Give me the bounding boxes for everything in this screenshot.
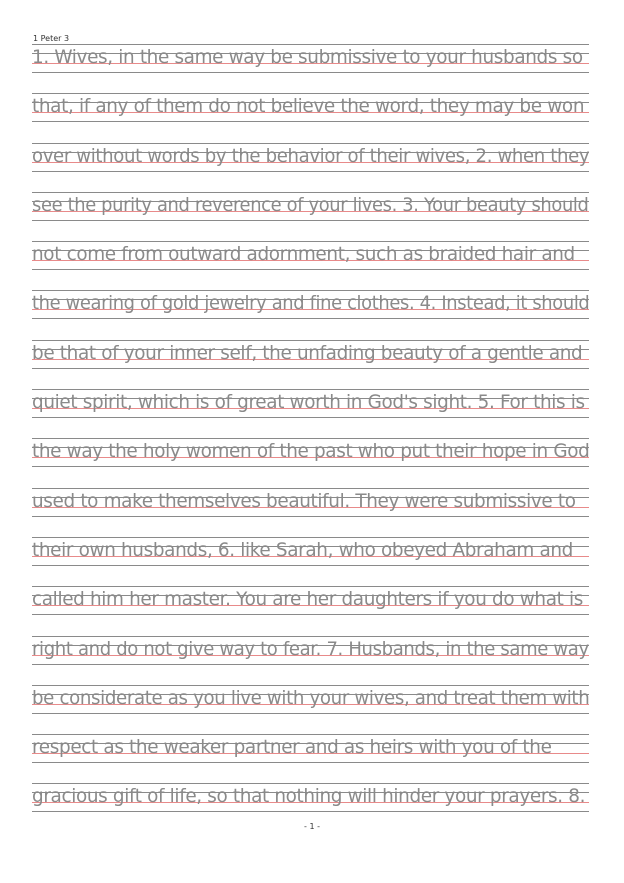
practice-line [32,192,589,241]
practice-line [32,636,589,685]
practice-line [32,438,589,487]
trace-text: right and do not give way to fear. 7. Husbands, in the same way [32,638,589,660]
descender-guide [32,565,589,566]
descender-guide [32,713,589,714]
descender-guide [32,417,589,418]
page-number: - 1 - [304,822,320,831]
trace-text: not come from outward adornment, such as braided hair and [32,244,575,266]
descender-guide [32,466,589,467]
trace-text: be that of your inner self, the unfading beauty of a gentle and [32,342,583,364]
trace-text: be considerate as you live with your wives, and treat them with [32,687,590,709]
descender-guide [32,664,589,665]
practice-line [32,93,589,142]
trace-text: see the purity and reverence of your lives. 3. Your beauty should [32,194,589,216]
descender-guide [32,614,589,615]
practice-line [32,586,589,635]
trace-text: their own husbands, 6. like Sarah, who obeyed Abraham and [32,539,573,561]
practice-line [32,389,589,438]
descender-guide [32,269,589,270]
trace-text: the wearing of gold jewelry and fine clothes. 4. Instead, it should [32,293,590,315]
descender-guide [32,811,589,812]
descender-guide [32,220,589,221]
practice-line [32,734,589,783]
practice-line [32,143,589,192]
trace-text: the way the holy women of the past who put their hope in God [32,441,590,463]
descender-guide [32,121,589,122]
trace-text: gracious gift of life, so that nothing will hinder your prayers. 8. [32,786,586,808]
page-header-title: 1 Peter 3 [33,34,70,43]
descender-guide [32,318,589,319]
descender-guide [32,72,589,73]
trace-text: respect as the weaker partner and as heirs with you of the [32,737,552,759]
practice-line [32,340,589,389]
practice-line [32,685,589,734]
trace-text: over without words by the behavior of their wives, 2. when they [32,145,590,167]
handwriting-practice-lines [32,44,589,833]
practice-line [32,537,589,586]
descender-guide [32,368,589,369]
descender-guide [32,171,589,172]
practice-line [32,44,589,93]
descender-guide [32,762,589,763]
trace-text: 1. Wives, in the same way be submissive to your husbands so [32,47,583,68]
trace-text: quiet spirit, which is of great worth in God's sight. 5. For this is [32,392,585,414]
trace-text: called him her master. You are her daughters if you do what is [32,589,583,611]
practice-line [32,241,589,290]
descender-guide [32,516,589,517]
trace-text: used to make themselves beautiful. They were submissive to [32,490,576,512]
trace-text: that, if any of them do not believe the word, they may be won [32,96,585,118]
practice-line [32,290,589,339]
practice-line [32,488,589,537]
